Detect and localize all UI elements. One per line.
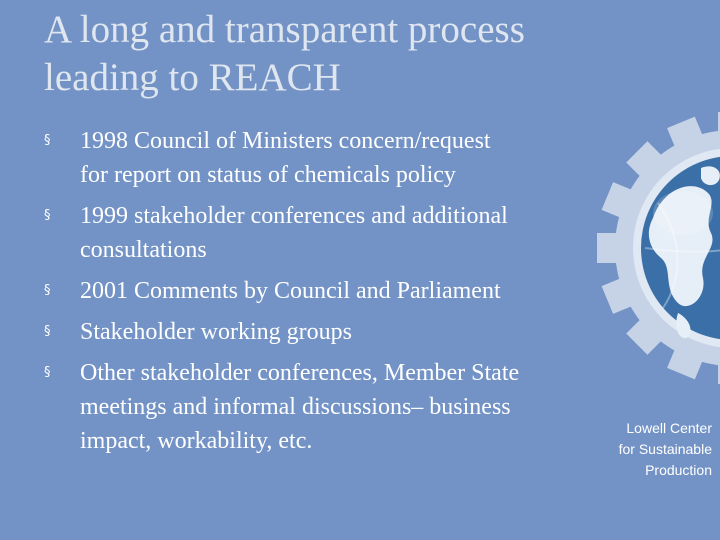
logo-caption-line: Production	[645, 462, 712, 478]
bullet-text: Stakeholder working groups	[80, 319, 352, 345]
bullet-text: consultations	[80, 237, 207, 263]
section-sign-bullet-icon: §	[44, 365, 51, 380]
section-sign-bullet-icon: §	[44, 324, 51, 339]
bullet-text: 1998 Council of Ministers concern/request	[80, 128, 491, 154]
title-line: A long and transparent process	[44, 8, 525, 51]
section-sign-bullet-icon: §	[44, 283, 51, 298]
bullet-text: impact, workability, etc.	[80, 428, 313, 454]
logo-caption	[552, 418, 712, 481]
bullet-text: for report on status of chemicals policy	[80, 162, 456, 188]
bullet-text: 2001 Comments by Council and Parliament	[80, 278, 501, 304]
bullet-item	[44, 315, 604, 349]
bullet-item	[44, 199, 604, 267]
bullet-item	[44, 274, 604, 308]
section-sign-bullet-icon: §	[44, 133, 51, 148]
bullet-text: meetings and informal discussions– business	[80, 394, 511, 420]
bullet-list	[44, 124, 604, 465]
gear-globe-icon	[583, 108, 720, 408]
section-sign-bullet-icon: §	[44, 208, 51, 223]
title-line: leading to REACH	[44, 56, 341, 99]
logo-caption-line: Lowell Center	[626, 420, 712, 436]
bullet-text: 1999 stakeholder conferences and additional	[80, 203, 508, 229]
bullet-item	[44, 356, 604, 458]
bullet-item	[44, 124, 604, 192]
slide-title	[44, 6, 604, 102]
logo-caption-line: for Sustainable	[618, 441, 712, 457]
bullet-text: Other stakeholder conferences, Member State	[80, 360, 520, 386]
